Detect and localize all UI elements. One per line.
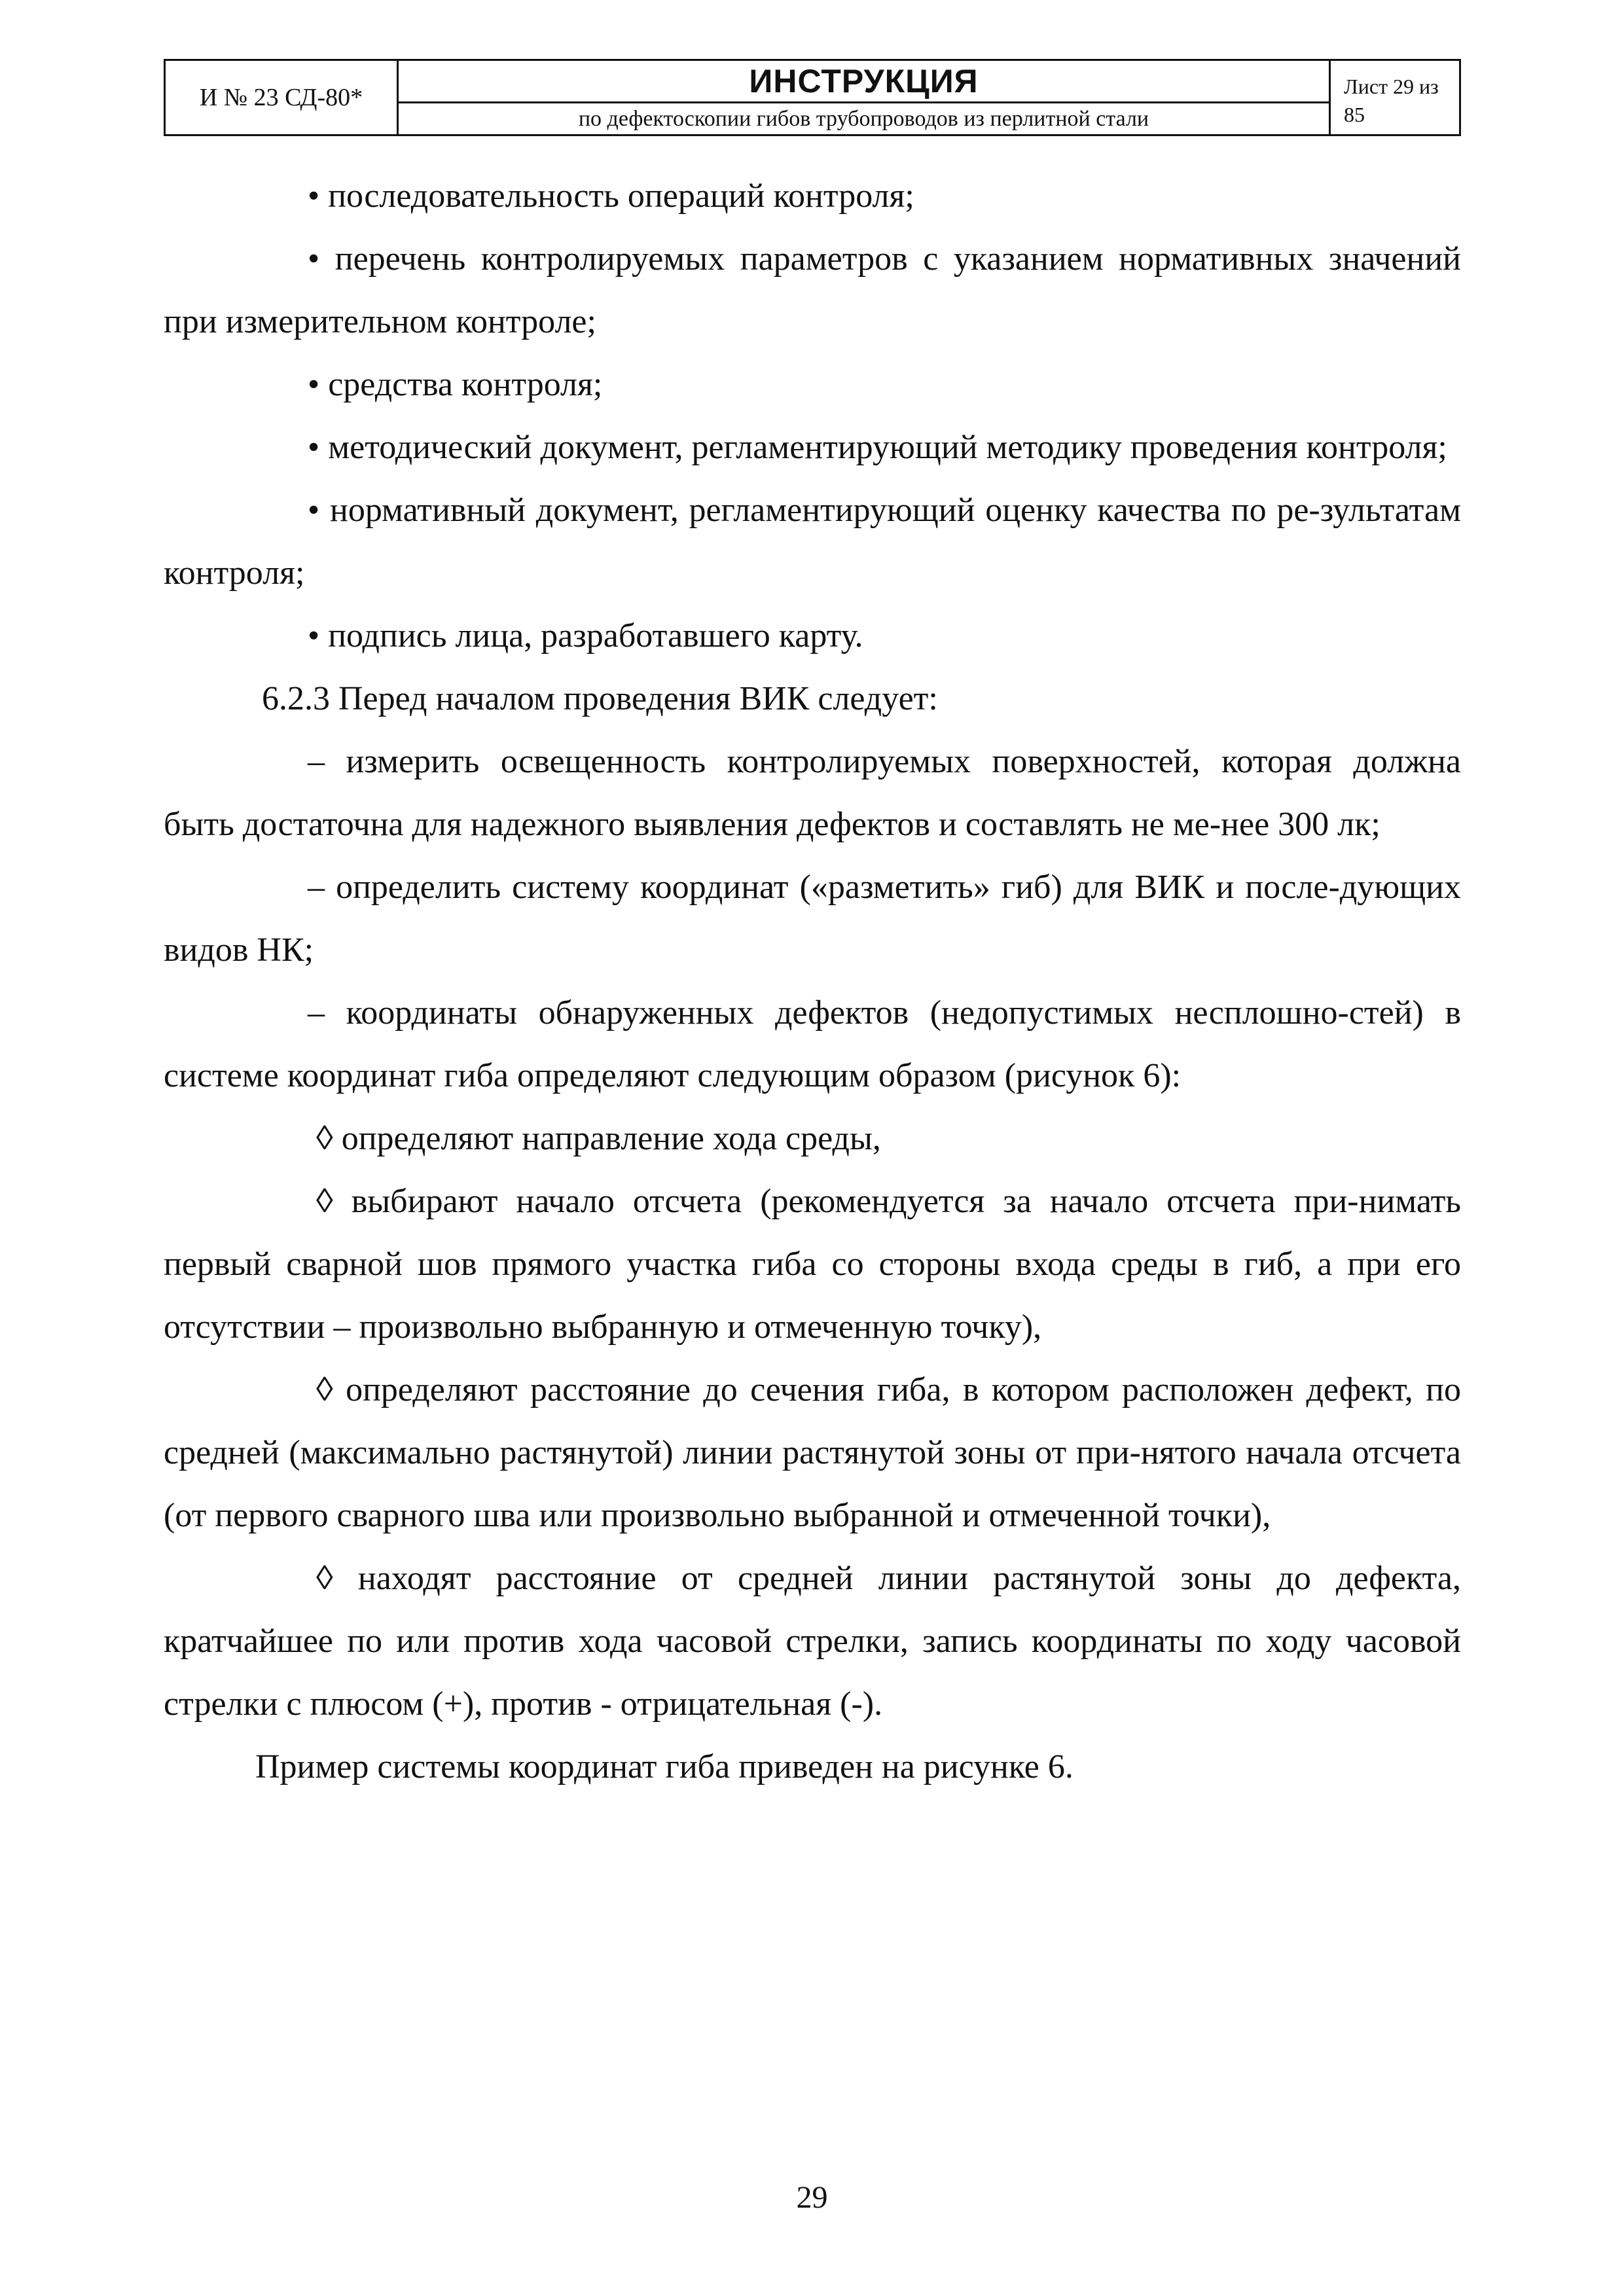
bullet-mark: • xyxy=(308,429,320,466)
diamond-item xyxy=(164,1107,1461,1170)
closing-paragraph: Пример системы координат гиба приведен на рисунке 6. xyxy=(255,1748,1074,1785)
sheet-line-1: Лист 29 из xyxy=(1344,75,1439,98)
diamond-item xyxy=(164,1359,1461,1547)
bullet-item xyxy=(164,479,1461,605)
bullet-item xyxy=(164,416,1461,479)
bullet-text: подпись лица, разработавшего карту. xyxy=(328,617,863,655)
bullet-mark: • xyxy=(308,366,320,403)
bullet-text: средства контроля; xyxy=(328,366,603,403)
header-title-block xyxy=(399,61,1331,134)
diamond-item xyxy=(164,1547,1461,1736)
diamond-mark: ◊ xyxy=(316,1371,333,1408)
diamond-text: находят расстояние от средней линии растянутой зоны до дефекта, кратчайшее по или против хода часовой стрелки, запись координаты по ходу часовой стрелки с плюсом (+), против - отрицательная (-). xyxy=(164,1560,1461,1723)
document-header xyxy=(164,59,1461,136)
diamond-mark: ◊ xyxy=(316,1120,333,1157)
sheet-number xyxy=(1331,61,1459,134)
document-subtitle: по дефектоскопии гибов трубопроводов из перлитной стали xyxy=(578,106,1149,131)
sheet-line-2: 85 xyxy=(1344,103,1365,127)
bullet-text: последовательность операций контроля; xyxy=(328,177,914,215)
diamond-text: выбирают начало отсчета (рекомендуется за начало отсчета при-нимать первый сварной шов прямого участка гиба со стороны входа среды в гиб, а при его отсутствии – произвольно выбранную и отмеченную точку), xyxy=(164,1183,1462,1346)
bullet-text: нормативный документ, регламентирующий оценку качества по ре-зультатам контроля; xyxy=(164,492,1462,592)
document-code: И № 23 СД-80* xyxy=(166,61,399,134)
bullet-item xyxy=(164,228,1461,353)
bullet-item xyxy=(164,605,1461,668)
bullet-item xyxy=(164,353,1461,416)
bullet-mark: • xyxy=(308,492,320,529)
bullet-item xyxy=(164,165,1461,228)
document-body xyxy=(164,165,1461,1799)
dash-item: – определить систему координат («разметить» гиб) для ВИК и после-дующих видов НК; xyxy=(164,869,1461,969)
bullet-mark: • xyxy=(308,617,320,655)
diamond-text: определяют расстояние до сечения гиба, в котором расположен дефект, по средней (максимально растянутой) линии растянутой зоны от при-нятого начала отсчета (от первого сварного шва или произвольно выбранной и отмеченной точки), xyxy=(164,1371,1462,1534)
dash-item: – измерить освещенность контролируемых поверхностей, которая должна быть достаточна для надежного выявления дефектов и составлять не ме-нее 300 лк; xyxy=(164,743,1461,843)
bullet-text: перечень контролируемых параметров с указанием нормативных значений при измерительном контроле; xyxy=(164,240,1461,340)
diamond-mark: ◊ xyxy=(316,1183,333,1220)
document-title: ИНСТРУКЦИЯ xyxy=(399,61,1329,103)
diamond-item xyxy=(164,1170,1461,1359)
bullet-mark: • xyxy=(308,177,320,215)
diamond-mark: ◊ xyxy=(316,1560,333,1597)
bullet-mark: • xyxy=(308,240,320,278)
dash-item: – координаты обнаруженных дефектов (недопустимых несплошно-стей) в системе координат гиба определяют следующим образом (рисунок 6): xyxy=(164,994,1461,1094)
section-heading: 6.2.3 Перед началом проведения ВИК следует: xyxy=(262,680,938,717)
diamond-text: определяют направление хода среды, xyxy=(341,1120,881,1157)
page-number: 29 xyxy=(796,2180,828,2215)
bullet-text: методический документ, регламентирующий методику проведения контроля; xyxy=(328,429,1447,466)
